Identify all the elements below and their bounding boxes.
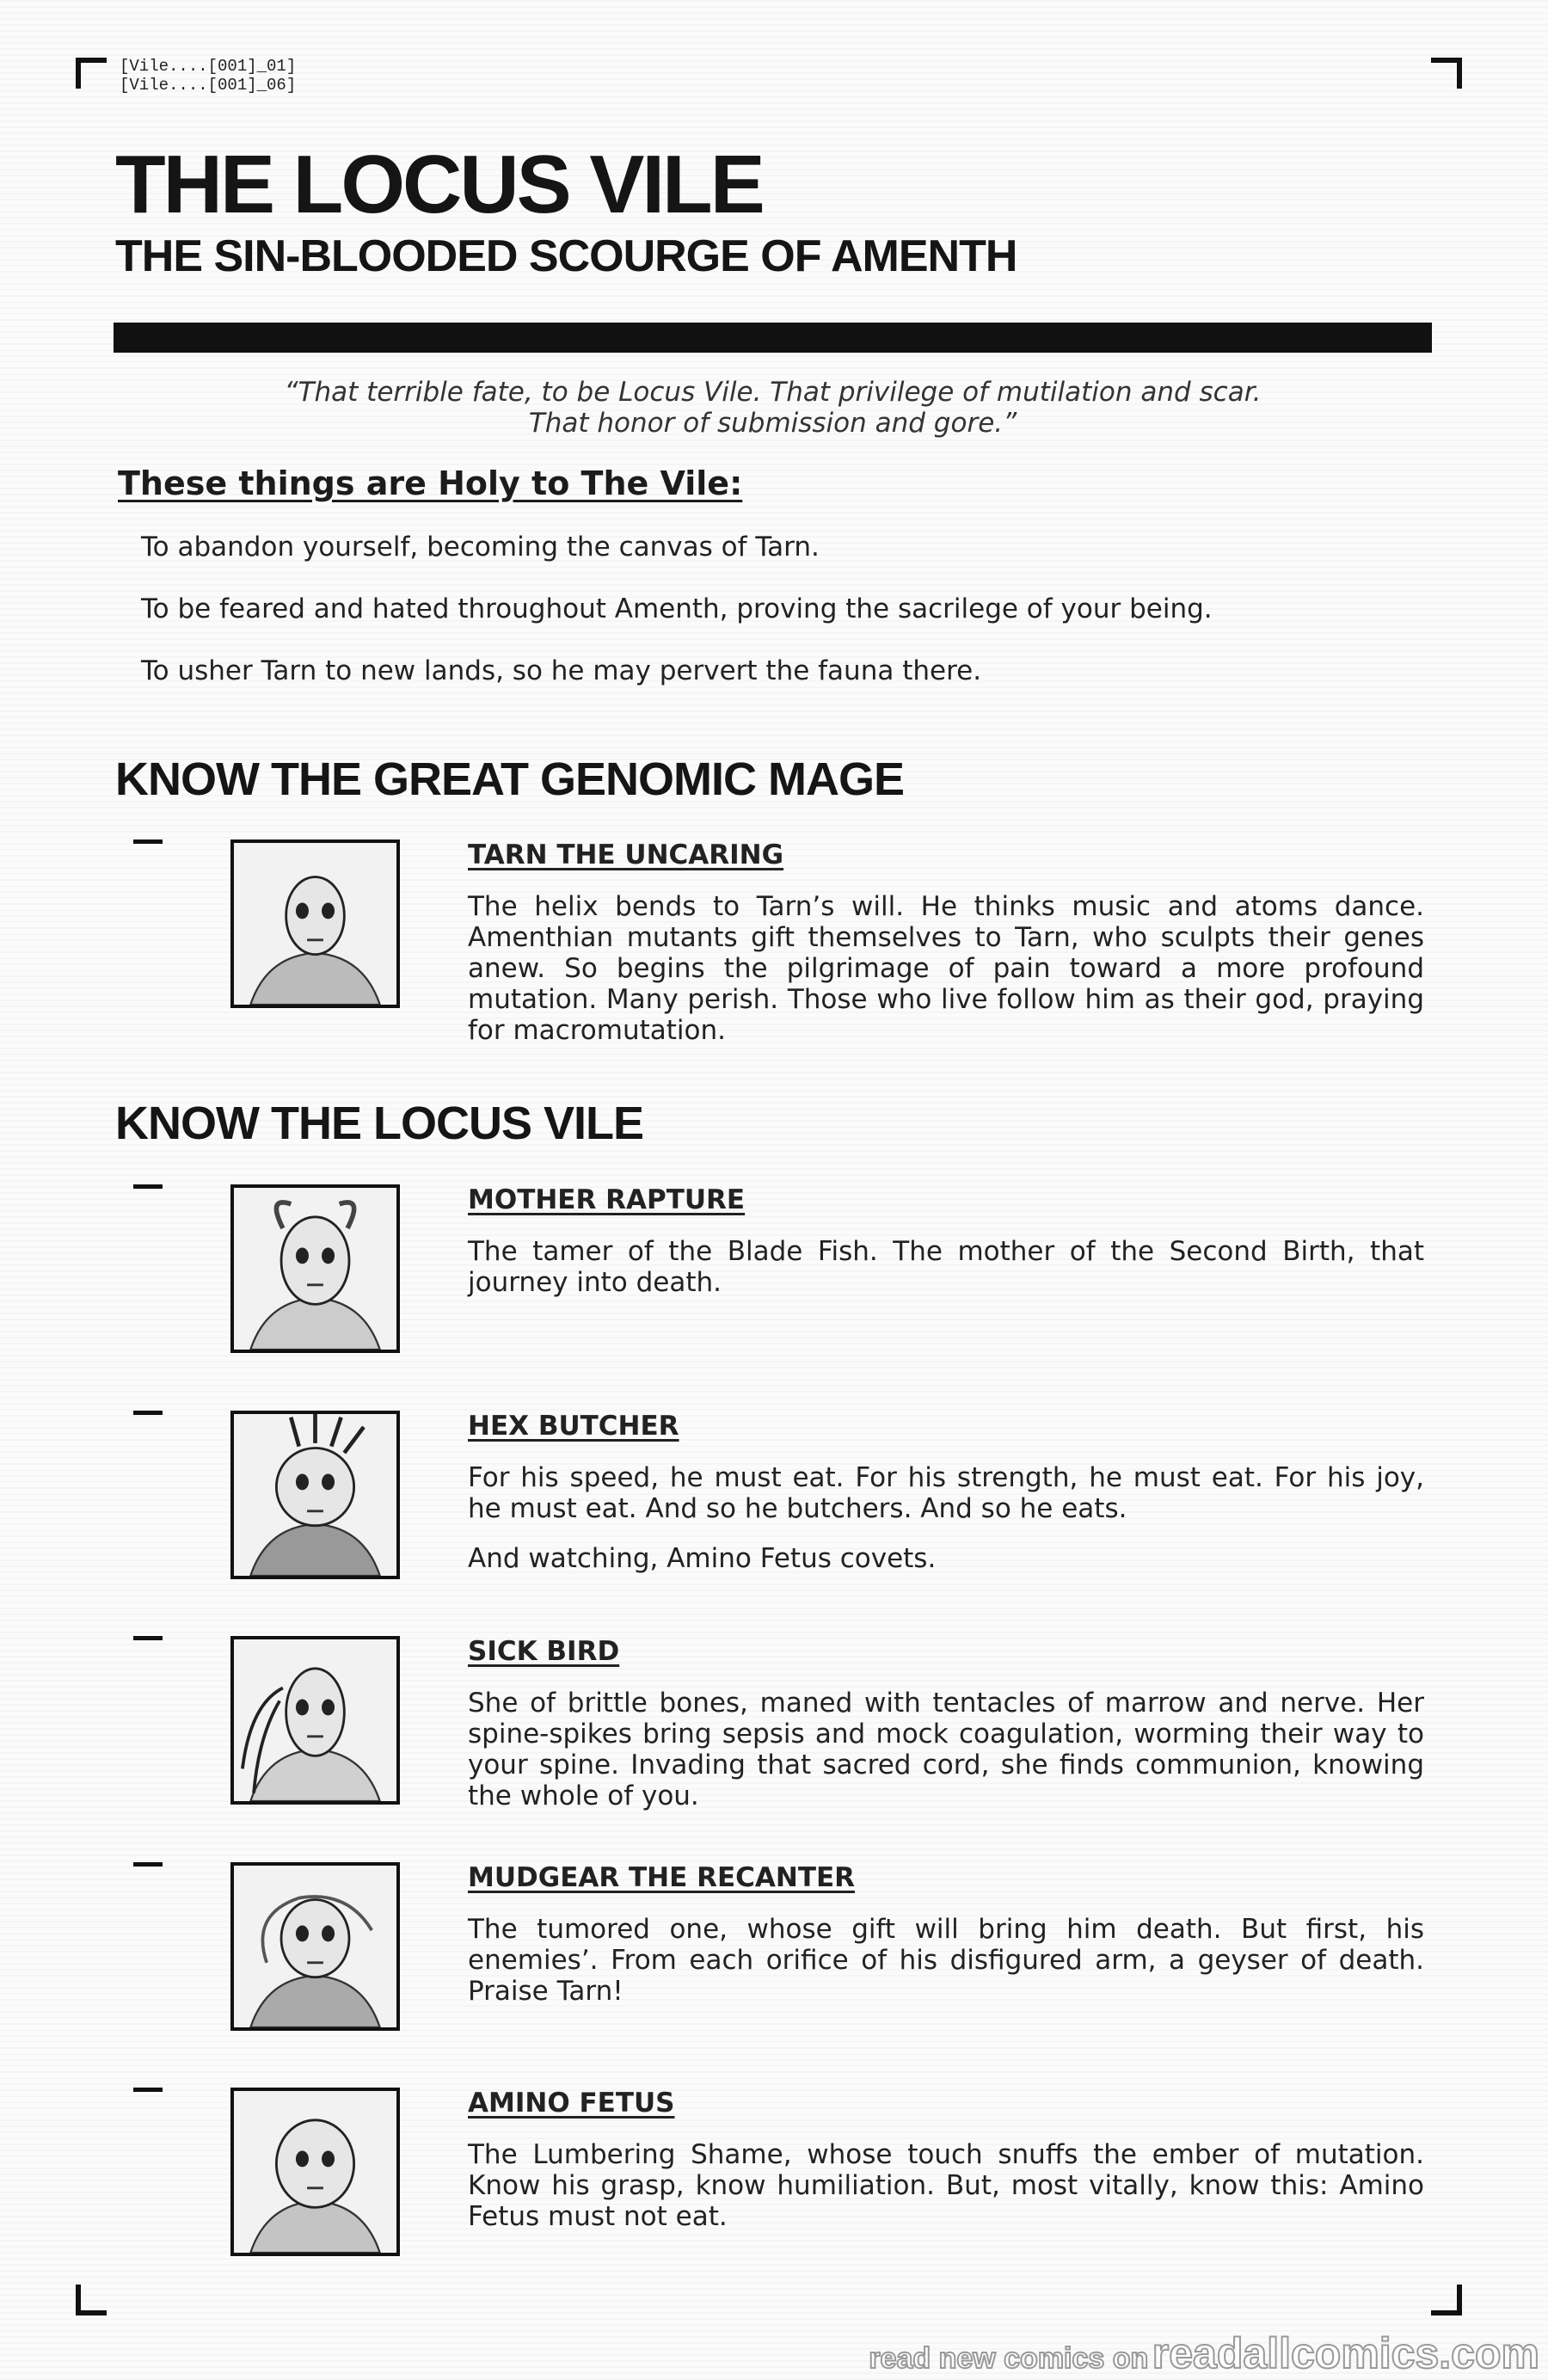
holy-heading: These things are Holy to The Vile: — [118, 464, 743, 502]
character-entry — [133, 2088, 1432, 2285]
character-portrait — [230, 1411, 400, 1579]
entry-dash — [133, 2088, 163, 2092]
character-description — [468, 1688, 1424, 1830]
page-code: [Vile....[001]_06] — [120, 76, 297, 95]
tenet-item: To usher Tarn to new lands, so he may pervert the fauna there. — [141, 655, 982, 686]
character-name: TARN THE UNCARING — [468, 839, 784, 870]
corner-mark-bottom-left — [76, 2285, 107, 2315]
character-portrait — [230, 1184, 400, 1353]
character-portrait — [230, 1636, 400, 1805]
character-name: SICK BIRD — [468, 1636, 620, 1667]
entry-paragraph: And watching, Amino Fetus covets. — [468, 1543, 937, 1574]
tenet-item: To be feared and hated throughout Amenth, proving the sacrilege of your being. — [141, 593, 1213, 624]
entry-paragraph: The tumored one, whose gift will bring him death. But first, his enemies’. From each orifice of his disfigured arm, a geyser of death. Praise Tarn! — [468, 1914, 1424, 2007]
character-name: MUDGEAR THE RECANTER — [468, 1862, 856, 1893]
character-portrait — [230, 839, 400, 1008]
tenet-item: To abandon yourself, becoming the canvas of Tarn. — [141, 532, 820, 563]
character-description — [468, 2139, 1424, 2251]
section-heading-mage: KNOW THE GREAT GENOMIC MAGE — [115, 753, 904, 805]
page-title: THE LOCUS VILE — [115, 138, 763, 231]
entry-dash — [133, 1862, 163, 1866]
watermark-large: readallcomics.com — [1152, 2329, 1539, 2377]
character-name: MOTHER RAPTURE — [468, 1184, 746, 1215]
character-description — [468, 1462, 1424, 1593]
character-portrait — [230, 1862, 400, 2031]
character-entry — [133, 1862, 1432, 2060]
watermark-small: read new comics on — [869, 2342, 1149, 2375]
corner-mark-bottom-right — [1431, 2285, 1462, 2315]
page-subtitle: THE SIN-BLOODED SCOURGE OF AMENTH — [115, 231, 1017, 281]
entry-paragraph: The tamer of the Blade Fish. The mother of the Second Birth, that journey into death. — [468, 1236, 1424, 1298]
quote-line: “That terrible fate, to be Locus Vile. That privilege of mutilation and scar. — [284, 377, 1262, 408]
entry-paragraph: For his speed, he must eat. For his strength, he must eat. For his joy, he must eat. And so he butchers. And so he eats. — [468, 1462, 1424, 1524]
character-portrait — [230, 2088, 400, 2256]
entry-paragraph: The Lumbering Shame, whose touch snuffs the ember of mutation. Know his grasp, know humiliation. But, most vitally, know this: Amino Fetus must not eat. — [468, 2139, 1424, 2232]
watermark — [869, 2328, 1539, 2378]
corner-mark-top-right — [1431, 58, 1462, 89]
epigraph-quote — [114, 377, 1432, 439]
character-entry — [133, 1636, 1432, 1834]
page-code: [Vile....[001]_01] — [120, 57, 297, 76]
character-entry — [133, 839, 1432, 1046]
entry-paragraph: The helix bends to Tarn’s will. He thinks music and atoms dance. Amenthian mutants gift themselves to Tarn, who sculpts their genes anew. So begins the pilgrimage of pain toward a more profound mutation. Many perish. Those who live follow him as their god, praying for macromutation. — [468, 891, 1424, 1046]
character-name: HEX BUTCHER — [468, 1411, 679, 1442]
quote-line: That honor of submission and gore.” — [528, 408, 1017, 439]
character-name: AMINO FETUS — [468, 2088, 675, 2119]
entry-dash — [133, 839, 163, 844]
divider-bar — [114, 323, 1432, 353]
entry-dash — [133, 1636, 163, 1640]
character-description — [468, 891, 1424, 1065]
character-entry — [133, 1411, 1432, 1608]
entry-paragraph: She of brittle bones, maned with tentacles of marrow and nerve. Her spine-spikes bring sepsis and mock coagulation, worming their way to your spine. Invading that sacred cord, she finds communion, knowing the whole of you. — [468, 1688, 1424, 1811]
page-codes — [120, 57, 296, 95]
entry-dash — [133, 1411, 163, 1415]
character-entry — [133, 1184, 1432, 1382]
section-heading-locus-vile: KNOW THE LOCUS VILE — [115, 1098, 643, 1149]
corner-mark-top-left — [76, 58, 107, 89]
character-description — [468, 1236, 1424, 1317]
character-description — [468, 1914, 1424, 2026]
entry-dash — [133, 1184, 163, 1189]
